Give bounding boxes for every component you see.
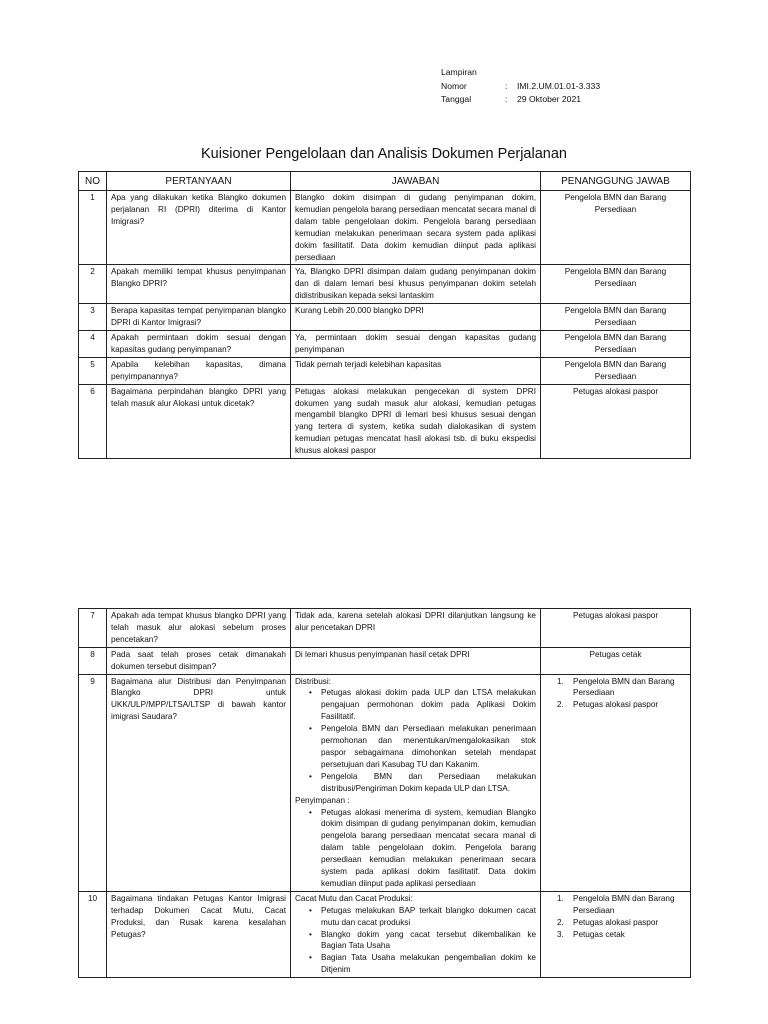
row-question: Apakah permintaan dokim sesuai dengan kapasitas gudang penyimpanan? xyxy=(107,330,291,357)
row-responsible xyxy=(541,891,691,977)
document-title: Kuisioner Pengelolaan dan Analisis Dokumen Perjalanan xyxy=(201,146,567,162)
row-answer: Di lemari khusus penyimpanan hasil cetak DPRI xyxy=(291,647,541,674)
list-item xyxy=(557,893,686,917)
table-header-row xyxy=(79,172,691,191)
row-answer: Petugas alokasi melakukan pengecekan di system DPRI dokumen yang sudah masuk alur alokasi, kemudian petugas mengambil blangko DPRI di lemari besi khusus sesuai dengan yang tertera di system, ketika sudah dialokasikan di system kemudian petugas mencatat hasil alokasi tsb. di buku ekspedisi khusus alokasi paspor xyxy=(291,384,541,458)
questionnaire-table-page-1 xyxy=(78,171,691,459)
answer-bullet-list xyxy=(295,905,536,976)
row-number: 7 xyxy=(79,609,107,648)
row-number: 1 xyxy=(79,191,107,265)
row-responsible: Pengelola BMN dan Barang Persediaan xyxy=(541,191,691,265)
row-answer: Blangko dokim disimpan di gudang penyimpanan dokim, kemudian pengelola barang persediaan mencatat secara manal di dalam table pengelolaan dokim. Pengelola barang persediaan kemudian melakukan penerimaan secara system pada aplikasi dokim fasilitatif. Data dokim kemudian diinput pada aplikasi persediaan xyxy=(291,191,541,265)
meta-colon: : xyxy=(505,94,508,104)
meta-nomor-value: IMI.2.UM.01.01-3.333 xyxy=(517,80,601,91)
row-responsible xyxy=(541,674,691,891)
list-text: Petugas alokasi paspor xyxy=(573,917,659,927)
meta-nomor-label: Nomor xyxy=(441,80,467,91)
list-item: • Petugas alokasi dokim pada ULP dan LTSA melakukan pengajuan permohonan dokim pada Aplikasi Dokim Fasilitatif. xyxy=(321,687,536,723)
row-number: 4 xyxy=(79,330,107,357)
answer-bullet-list xyxy=(295,807,536,890)
row-answer: Ya, permintaan dokim sesuai dengan kapasitas gudang penyimpanan xyxy=(291,330,541,357)
table-row xyxy=(79,609,691,648)
list-item xyxy=(557,699,686,711)
row-question: Pada saat telah proses cetak dimanakah dokumen tersebut disimpan? xyxy=(107,647,291,674)
meta-tanggal-value: 29 Oktober 2021 xyxy=(517,94,582,104)
table-row xyxy=(79,891,691,977)
table-row xyxy=(79,674,691,891)
row-responsible: Pengelola BMN dan Barang Persediaan xyxy=(541,357,691,384)
list-number: 2. xyxy=(557,917,564,927)
header-jawaban: JAWABAN xyxy=(291,172,541,191)
row-number: 9 xyxy=(79,674,107,891)
row-question: Apa yang dilakukan ketika Blangko dokumen perjalanan RI (DPRI) diterima di Kantor Imigrasi? xyxy=(107,191,291,265)
list-number: 1. xyxy=(557,893,564,903)
table-row xyxy=(79,384,691,458)
row-question: Apabila kelebihan kapasitas, dimana penyimpanannya? xyxy=(107,357,291,384)
row-number: 10 xyxy=(79,891,107,977)
row-responsible: Pengelola BMN dan Barang Persediaan xyxy=(541,265,691,304)
row-number: 8 xyxy=(79,647,107,674)
document-meta xyxy=(441,66,600,107)
table-row xyxy=(79,265,691,304)
answer-section-label: Penyimpanan : xyxy=(295,795,350,805)
list-item: • Petugas alokasi menerima di system, kemudian Blangko dokim disimpan di gudang penyimpanan dokim, kemudian pengelola barang persediaan mencatat secara manal di dalam table pengelolaan dokim. Pengelola barang persediaan kemudian melakukan penerimaan secara system pada aplikasi dokim fasilitatif. Data dokim kemudian diinput pada aplikasi persediaan xyxy=(321,807,536,890)
row-number: 5 xyxy=(79,357,107,384)
row-responsible: Petugas cetak xyxy=(541,647,691,674)
list-item xyxy=(557,929,686,941)
row-responsible: Pengelola BMN dan Barang Persediaan xyxy=(541,304,691,331)
answer-section-label: Distribusi: xyxy=(295,676,331,686)
list-number: 2. xyxy=(557,700,564,710)
row-responsible: Pengelola BMN dan Barang Persediaan xyxy=(541,330,691,357)
row-question: Apakah ada tempat khusus blangko DPRI yang telah masuk alur alokasi sebelum proses pencetakan? xyxy=(107,609,291,648)
table-row xyxy=(79,330,691,357)
row-number: 2 xyxy=(79,265,107,304)
list-number: 1. xyxy=(557,676,564,686)
row-responsible: Petugas alokasi paspor xyxy=(541,384,691,458)
answer-section-label: Cacat Mutu dan Cacat Produksi: xyxy=(295,893,413,903)
list-item xyxy=(557,676,686,700)
table-row xyxy=(79,647,691,674)
list-item: • Pengelola BMN dan Persediaan melakukan penerimaan permohonan dan menentukan/mengalokasikan stok paspor sebagaimana dimohonkan setelah mendapat persetujuan dari Kasubag TU dan Kakanim. xyxy=(321,723,536,771)
row-answer: Tidak ada, karena setelah alokasi DPRI dilanjutkan langsung ke alur pencetakan DPRI xyxy=(291,609,541,648)
responsible-list xyxy=(545,676,686,712)
table-row xyxy=(79,357,691,384)
meta-tanggal xyxy=(441,93,600,107)
row-answer: Kurang Lebih 20.000 blangko DPRI xyxy=(291,304,541,331)
meta-lampiran xyxy=(441,66,600,80)
row-question: Bagaimana alur Distribusi dan Penyimpanan Blangko DPRI untuk UKK/ULP/MPP/LTSA/LTSP di bawah kantor imigrasi Saudara? xyxy=(107,674,291,891)
list-item: • Pengelola BMN dan Persediaan melakukan distribusi/Pengiriman Dokim kepada ULP dan LTSA. xyxy=(321,771,536,795)
answer-bullet-list xyxy=(295,687,536,794)
row-answer: Ya, Blangko DPRI disimpan dalam gudang penyimpanan dokim dan di dalam lemari besi khusus penyimpanan dokim setelah didistribusikan kepada seksi lantaskim xyxy=(291,265,541,304)
list-number: 3. xyxy=(557,929,564,939)
list-item: • Petugas melakukan BAP terkait blangko dokumen cacat mutu dan cacat produksi xyxy=(321,905,536,929)
responsible-list xyxy=(545,893,686,941)
list-text: Petugas alokasi paspor xyxy=(573,700,659,710)
list-item: • Blangko dokim yang cacat tersebut dikembalikan ke Bagian Tata Usaha xyxy=(321,929,536,953)
table-row xyxy=(79,304,691,331)
header-no: NO xyxy=(79,172,107,191)
row-answer: Tidak pernah terjadi kelebihan kapasitas xyxy=(291,357,541,384)
table-row xyxy=(79,191,691,265)
row-number: 3 xyxy=(79,304,107,331)
row-responsible: Petugas alokasi paspor xyxy=(541,609,691,648)
meta-tanggal-label: Tanggal xyxy=(441,94,472,104)
row-question: Apakah memiliki tempat khusus penyimpanan Blangko DPRI? xyxy=(107,265,291,304)
row-question: Berapa kapasitas tempat penyimpanan blangko DPRI di Kantor Imigrasi? xyxy=(107,304,291,331)
row-answer xyxy=(291,674,541,891)
meta-colon: : xyxy=(505,80,508,91)
list-text: Pengelola BMN dan Barang Persediaan xyxy=(573,893,675,915)
header-pertanyaan: PERTANYAAN xyxy=(107,172,291,191)
list-item xyxy=(557,917,686,929)
questionnaire-table-page-2 xyxy=(78,608,691,978)
header-penanggung-jawab: PENANGGUNG JAWAB xyxy=(541,172,691,191)
list-item: • Bagian Tata Usaha melakukan pengembalian dokim ke Ditjenim xyxy=(321,952,536,976)
row-question: Bagaimana tindakan Petugas Kantor Imigrasi terhadap Dokumen Cacat Mutu, Cacat Produksi, dan Rusak karena kesalahan Petugas? xyxy=(107,891,291,977)
row-answer xyxy=(291,891,541,977)
list-text: Pengelola BMN dan Barang Persediaan xyxy=(573,676,675,698)
list-text: Petugas cetak xyxy=(573,929,625,939)
meta-nomor xyxy=(441,80,600,94)
meta-lampiran-label: Lampiran xyxy=(441,67,477,77)
row-question: Bagaimana perpindahan blangko DPRI yang telah masuk alur Alokasi untuk dicetak? xyxy=(107,384,291,458)
row-number: 6 xyxy=(79,384,107,458)
